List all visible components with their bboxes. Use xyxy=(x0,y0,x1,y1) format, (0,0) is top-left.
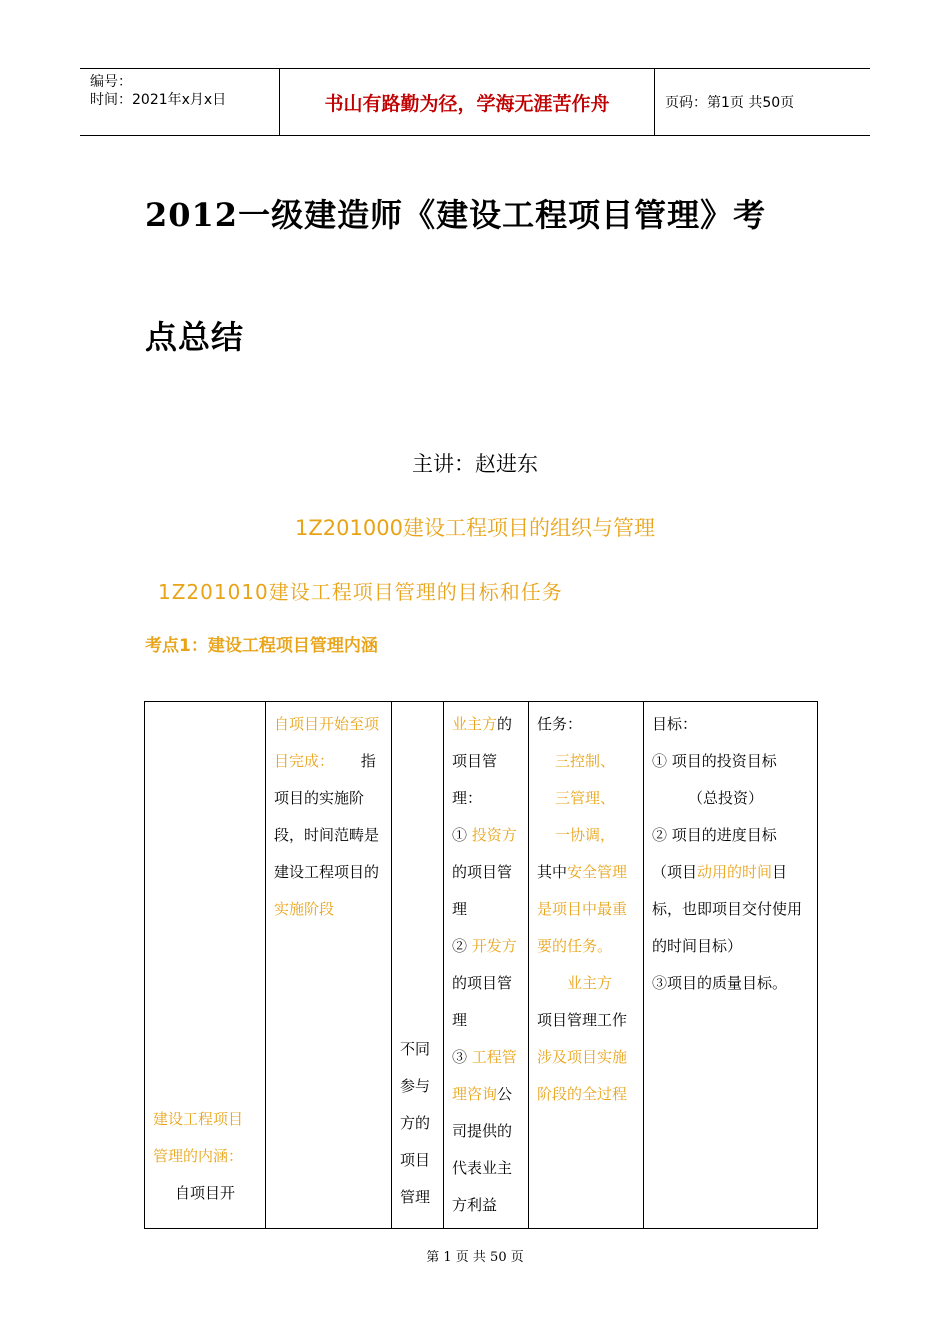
tasks-coordinate: 一协调， xyxy=(555,826,616,844)
cell-tasks xyxy=(529,702,644,1229)
page-header xyxy=(80,68,870,136)
item1-number: ① xyxy=(452,826,472,844)
time-scope-head: 自项目开始至项目完成： xyxy=(274,715,380,770)
header-page-info: 页码：第1页 共50页 xyxy=(665,95,795,111)
goal-schedule: ② 项目的进度目标 xyxy=(652,826,777,844)
owner-text: 的项目管理： xyxy=(452,715,513,807)
owner-label: 业主方 xyxy=(452,715,498,733)
lecturer: 主讲：赵进东 xyxy=(412,452,538,476)
time-label: 时间：2021年x月x日 xyxy=(90,92,227,108)
time-scope-tail: 实施阶段 xyxy=(274,900,335,918)
goal-investment-note: （总投资） xyxy=(688,789,764,807)
tasks-scope: 涉及项目实施阶段的全过程 xyxy=(537,1048,628,1103)
cell-participants xyxy=(392,702,444,1229)
cell-time-scope xyxy=(266,702,392,1229)
goal-schedule-open: （项目 xyxy=(652,863,698,881)
section-heading-1: 1Z201000建设工程项目的组织与管理 xyxy=(295,516,655,540)
definition-label: 建设工程项目管理的内涵： xyxy=(153,1110,244,1165)
participants-text: 不同参与方的项目管理 xyxy=(400,1040,431,1206)
tasks-work: 项目管理工作 xyxy=(537,1011,628,1029)
number-label: 编号： xyxy=(90,74,132,90)
goal-schedule-highlight: 动用的时间 xyxy=(697,863,773,881)
header-motto: 书山有路勤为径，学海无涯苦作舟 xyxy=(280,69,655,135)
tasks-among: 其中 xyxy=(537,863,568,881)
content-table xyxy=(144,701,818,1229)
header-meta xyxy=(80,69,280,135)
consultant-text: 公司提供的代表业主方利益 xyxy=(452,1085,513,1214)
document-title-line2: 点总结 xyxy=(145,318,245,356)
document-title-line1: 2012一级建造师《建设工程项目管理》考 xyxy=(145,196,767,234)
developer-label: 开发方 xyxy=(471,937,517,955)
time-scope-text: 指项目的实施阶段，时间范畴是建设工程项目的 xyxy=(274,752,380,881)
investor-label: 投资方 xyxy=(471,826,517,844)
section-heading-3: 考点1：建设工程项目管理内涵 xyxy=(145,636,378,656)
tasks-safety: 安全管理是项目中最重要的任务。 xyxy=(537,863,628,955)
cell-owner-management xyxy=(444,702,529,1229)
consultant-label: 工程管理咨询 xyxy=(452,1048,517,1103)
tasks-owner: 业主方 xyxy=(567,974,613,992)
section-heading-2: 1Z201010建设工程项目管理的目标和任务 xyxy=(158,580,563,604)
tasks-manage: 三管理、 xyxy=(555,789,616,807)
cell-goals xyxy=(644,702,818,1229)
page-footer: 第 1 页 共 50 页 xyxy=(426,1250,524,1265)
goals-label: 目标： xyxy=(652,715,698,733)
goal-quality: ③项目的质量目标。 xyxy=(652,974,788,992)
investor-text: 的项目管理 xyxy=(452,863,513,918)
tasks-label: 任务： xyxy=(537,715,583,733)
cell-definition xyxy=(145,702,266,1229)
goal-investment: ① 项目的投资目标 xyxy=(652,752,777,770)
item2-number: ② xyxy=(452,937,472,955)
item3-number: ③ xyxy=(452,1048,472,1066)
definition-text: 自项目开 xyxy=(175,1184,236,1202)
developer-text: 的项目管理 xyxy=(452,974,513,1029)
goal-schedule-note: 目标，也即项目交付使用的时间目标） xyxy=(652,863,803,955)
tasks-control: 三控制、 xyxy=(555,752,616,770)
